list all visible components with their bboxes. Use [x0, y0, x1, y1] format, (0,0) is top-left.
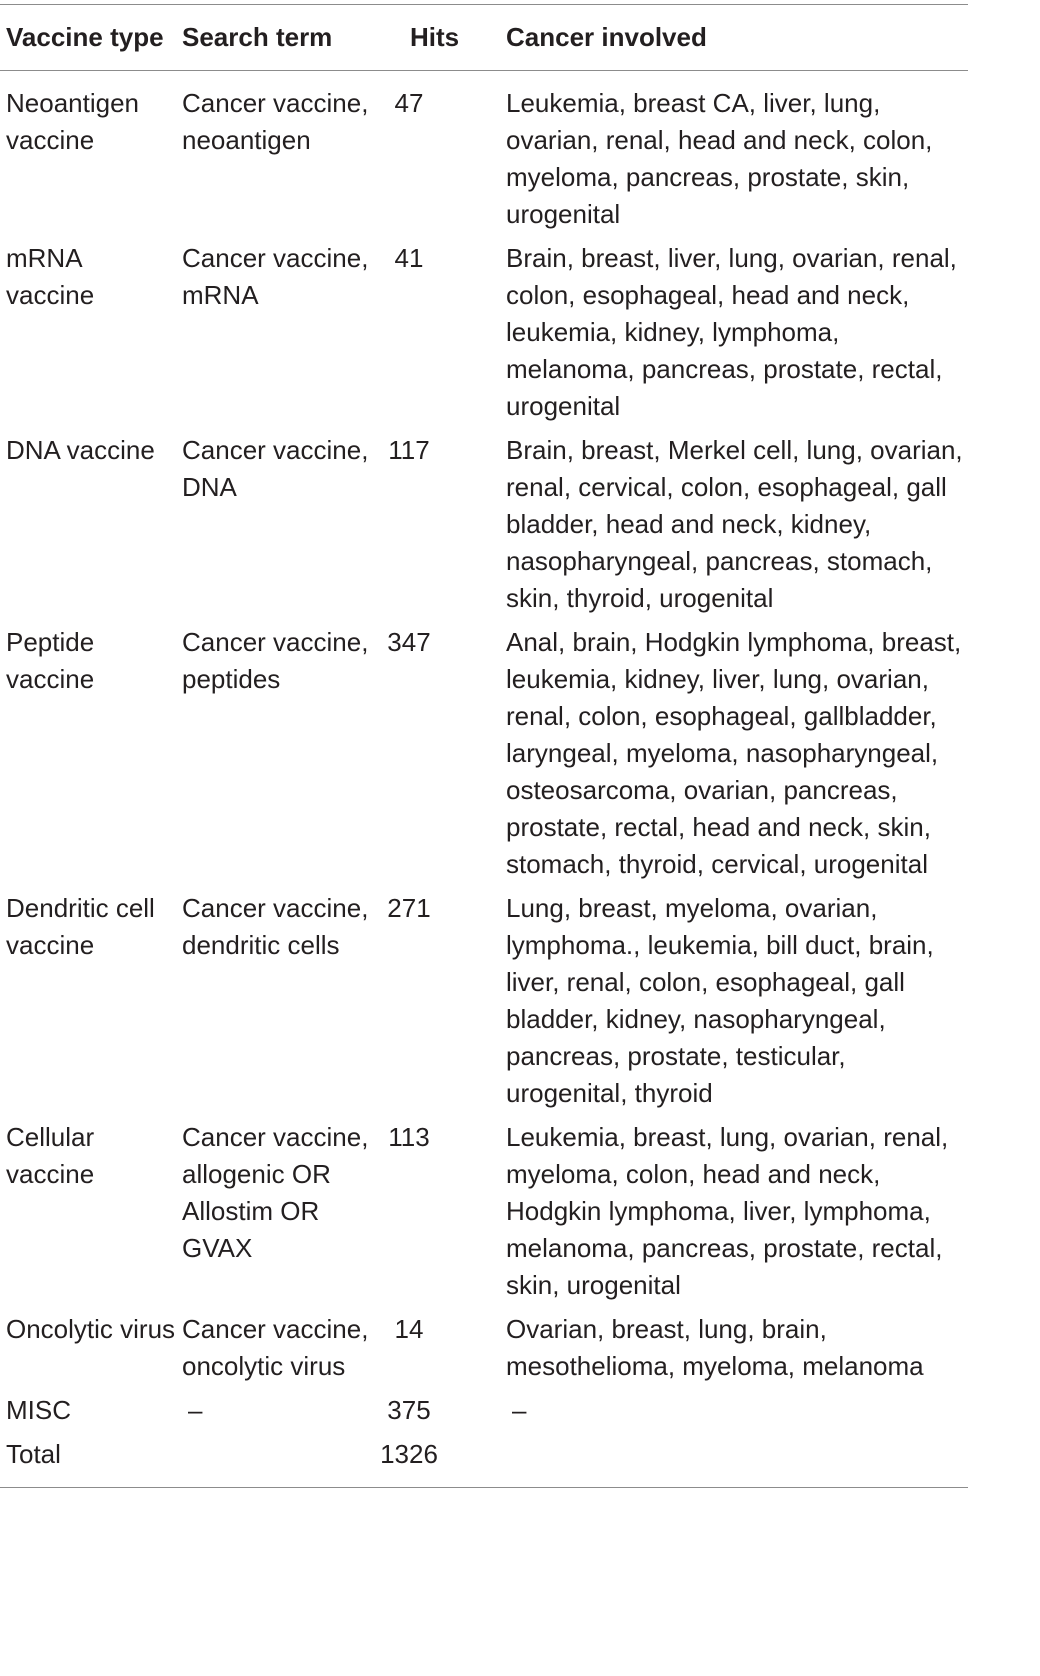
cell-vaccine-type: Cellular vaccine — [6, 1122, 95, 1189]
cell-vaccine-type: Dendritic cell vaccine — [6, 893, 155, 960]
table-row — [0, 240, 968, 432]
cell-vaccine-type: mRNA vaccine — [6, 243, 95, 310]
cell-hits: 113 — [388, 1122, 430, 1152]
cell-vaccine-type: Oncolytic virus — [6, 1314, 176, 1344]
table-row — [0, 1311, 968, 1392]
table-row — [0, 71, 968, 241]
header-search-term: Search term — [176, 5, 376, 71]
cell-hits: 41 — [394, 243, 424, 273]
header-cancer-involved: Cancer involved — [500, 5, 968, 71]
cell-hits: 117 — [388, 435, 430, 465]
cell-cancer-involved: Brain, breast, liver, lung, ovarian, renal, colon, esophageal, head and neck, leukemia, kidney, lymphoma, melanoma, pancreas, prostate, rectal, urogenital — [506, 243, 957, 421]
cell-search-term: Cancer vaccine, allogenic OR Allostim OR GVAX — [182, 1122, 369, 1263]
cell-hits: 271 — [387, 893, 431, 923]
cell-hits: 347 — [387, 627, 431, 657]
cell-search-term: Cancer vaccine, dendritic cells — [182, 893, 369, 960]
cell-vaccine-type: MISC — [6, 1395, 71, 1425]
cell-cancer-involved: Ovarian, breast, lung, brain, mesothelioma, myeloma, melanoma — [506, 1314, 924, 1381]
header-vaccine-type: Vaccine type — [0, 5, 176, 71]
cell-search-term: – — [188, 1395, 203, 1425]
table-row — [0, 432, 968, 624]
table-row — [0, 1392, 968, 1436]
cell-cancer-involved — [500, 1436, 968, 1488]
cell-cancer-involved: Leukemia, breast, lung, ovarian, renal, myeloma, colon, head and neck, Hodgkin lymphoma, liver, lymphoma, melanoma, pancreas, prostate, rectal, skin, urogenital — [506, 1122, 949, 1300]
cell-vaccine-type: Peptide vaccine — [6, 627, 95, 694]
cell-vaccine-type: Neoantigen vaccine — [6, 88, 139, 155]
cell-cancer-involved: Lung, breast, myeloma, ovarian, lymphoma., leukemia, bill duct, brain, liver, renal, colon, esophageal, gall bladder, kidney, nasopharyngeal, pancreas, prostate, testicular, urogenital, thyroid — [506, 893, 934, 1108]
cell-cancer-involved: – — [512, 1395, 527, 1425]
cell-cancer-involved: Anal, brain, Hodgkin lymphoma, breast, leukemia, kidney, liver, lung, ovarian, renal, colon, esophageal, gallbladder, laryngeal, myeloma, nasopharyngeal, osteosarcoma, ovarian, pancreas, prostate, rectal, head and neck, skin, stomach, thyroid, cervical, urogenital — [506, 627, 962, 879]
header-hits: Hits — [376, 5, 500, 71]
cell-hits: 47 — [394, 88, 424, 118]
vaccine-table — [0, 4, 968, 1488]
cell-hits-total: 1326 — [376, 1436, 500, 1488]
cell-cancer-involved: Brain, breast, Merkel cell, lung, ovarian, renal, cervical, colon, esophageal, gall bladder, head and neck, kidney, nasopharyngeal, pancreas, stomach, skin, thyroid, urogenital — [506, 435, 963, 613]
cell-hits: 375 — [387, 1395, 431, 1425]
cell-search-term: Cancer vaccine, oncolytic virus — [182, 1314, 369, 1381]
cell-search-term: Cancer vaccine, peptides — [182, 627, 369, 694]
cell-vaccine-type: DNA vaccine — [6, 435, 155, 465]
cell-hits: 14 — [394, 1314, 424, 1344]
table-row — [0, 1119, 968, 1311]
total-row — [0, 1436, 968, 1488]
cell-search-term: Cancer vaccine, mRNA — [182, 243, 369, 310]
cell-cancer-involved: Leukemia, breast CA, liver, lung, ovarian, renal, head and neck, colon, myeloma, pancreas, prostate, skin, urogenital — [506, 88, 933, 229]
cell-search-term — [176, 1436, 376, 1488]
table-row — [0, 624, 968, 890]
cell-vaccine-type: Total — [0, 1436, 176, 1488]
cell-search-term: Cancer vaccine, DNA — [182, 435, 369, 502]
cell-search-term: Cancer vaccine, neoantigen — [182, 88, 369, 155]
table-row — [0, 890, 968, 1119]
header-row — [0, 5, 968, 71]
